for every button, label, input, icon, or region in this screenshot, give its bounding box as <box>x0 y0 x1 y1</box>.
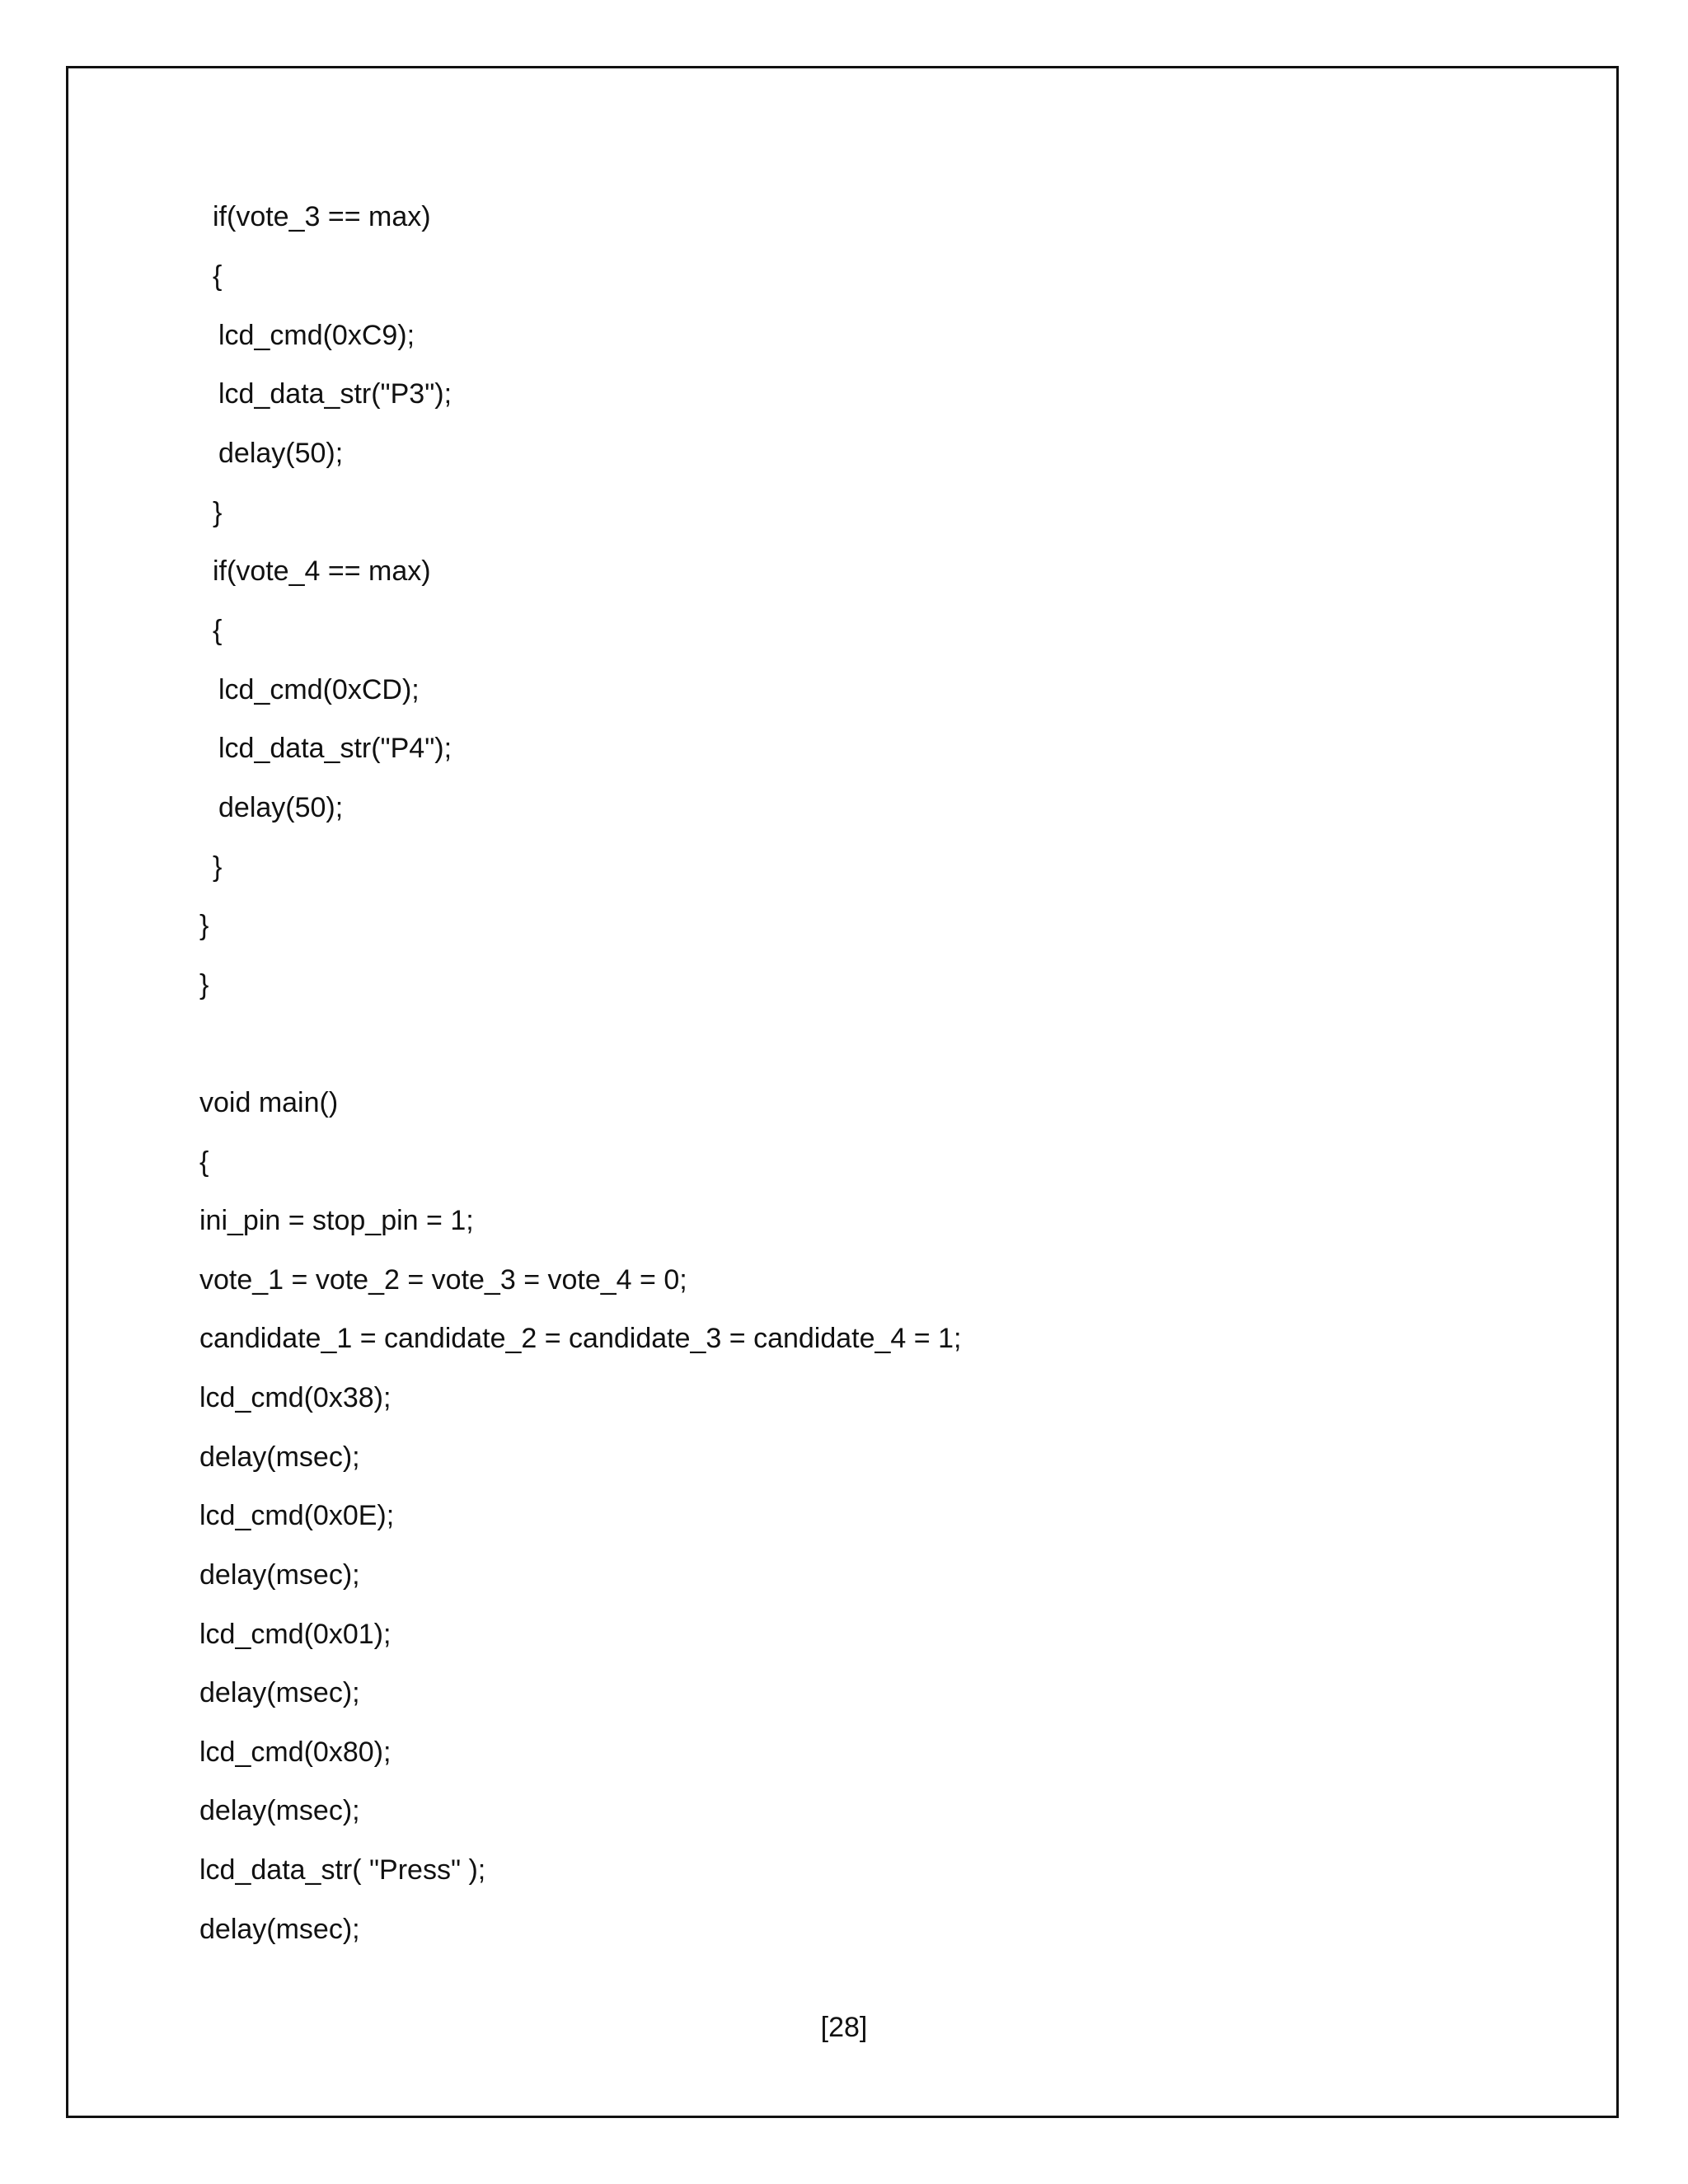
code-line: delay(msec); <box>199 1559 360 1591</box>
code-line: lcd_cmd(0xC9); <box>218 320 415 351</box>
code-line: vote_1 = vote_2 = vote_3 = vote_4 = 0; <box>199 1264 687 1296</box>
code-line: delay(msec); <box>199 1677 360 1708</box>
code-line: } <box>213 851 223 883</box>
code-line: void main() <box>199 1087 339 1118</box>
code-line: { <box>213 260 223 292</box>
code-line: delay(50); <box>218 438 344 469</box>
code-line: } <box>199 969 209 1001</box>
code-line: lcd_cmd(0x0E); <box>199 1500 395 1531</box>
code-line: } <box>199 910 209 941</box>
page-number: [28] <box>820 2012 868 2043</box>
code-line: if(vote_4 == max) <box>213 555 431 587</box>
code-line: } <box>213 497 223 528</box>
code-line: delay(50); <box>218 792 344 823</box>
code-line: candidate_1 = candidate_2 = candidate_3 = candidate_4 = 1; <box>199 1323 962 1354</box>
code-line: delay(msec); <box>199 1795 360 1826</box>
code-line: if(vote_3 == max) <box>213 201 431 232</box>
code-line: ini_pin = stop_pin = 1; <box>199 1205 474 1236</box>
code-line: { <box>213 615 223 646</box>
code-line: lcd_cmd(0x80); <box>199 1736 392 1768</box>
code-line: lcd_cmd(0xCD); <box>218 674 420 705</box>
code-line: lcd_cmd(0x38); <box>199 1382 392 1413</box>
code-line: lcd_data_str( "Press" ); <box>199 1854 486 1886</box>
code-line: lcd_data_str("P3"); <box>218 378 452 410</box>
code-line: delay(msec); <box>199 1441 360 1473</box>
code-line: delay(msec); <box>199 1914 360 1945</box>
code-line: lcd_data_str("P4"); <box>218 733 452 764</box>
code-line: lcd_cmd(0x01); <box>199 1619 392 1650</box>
code-line: { <box>199 1146 209 1178</box>
